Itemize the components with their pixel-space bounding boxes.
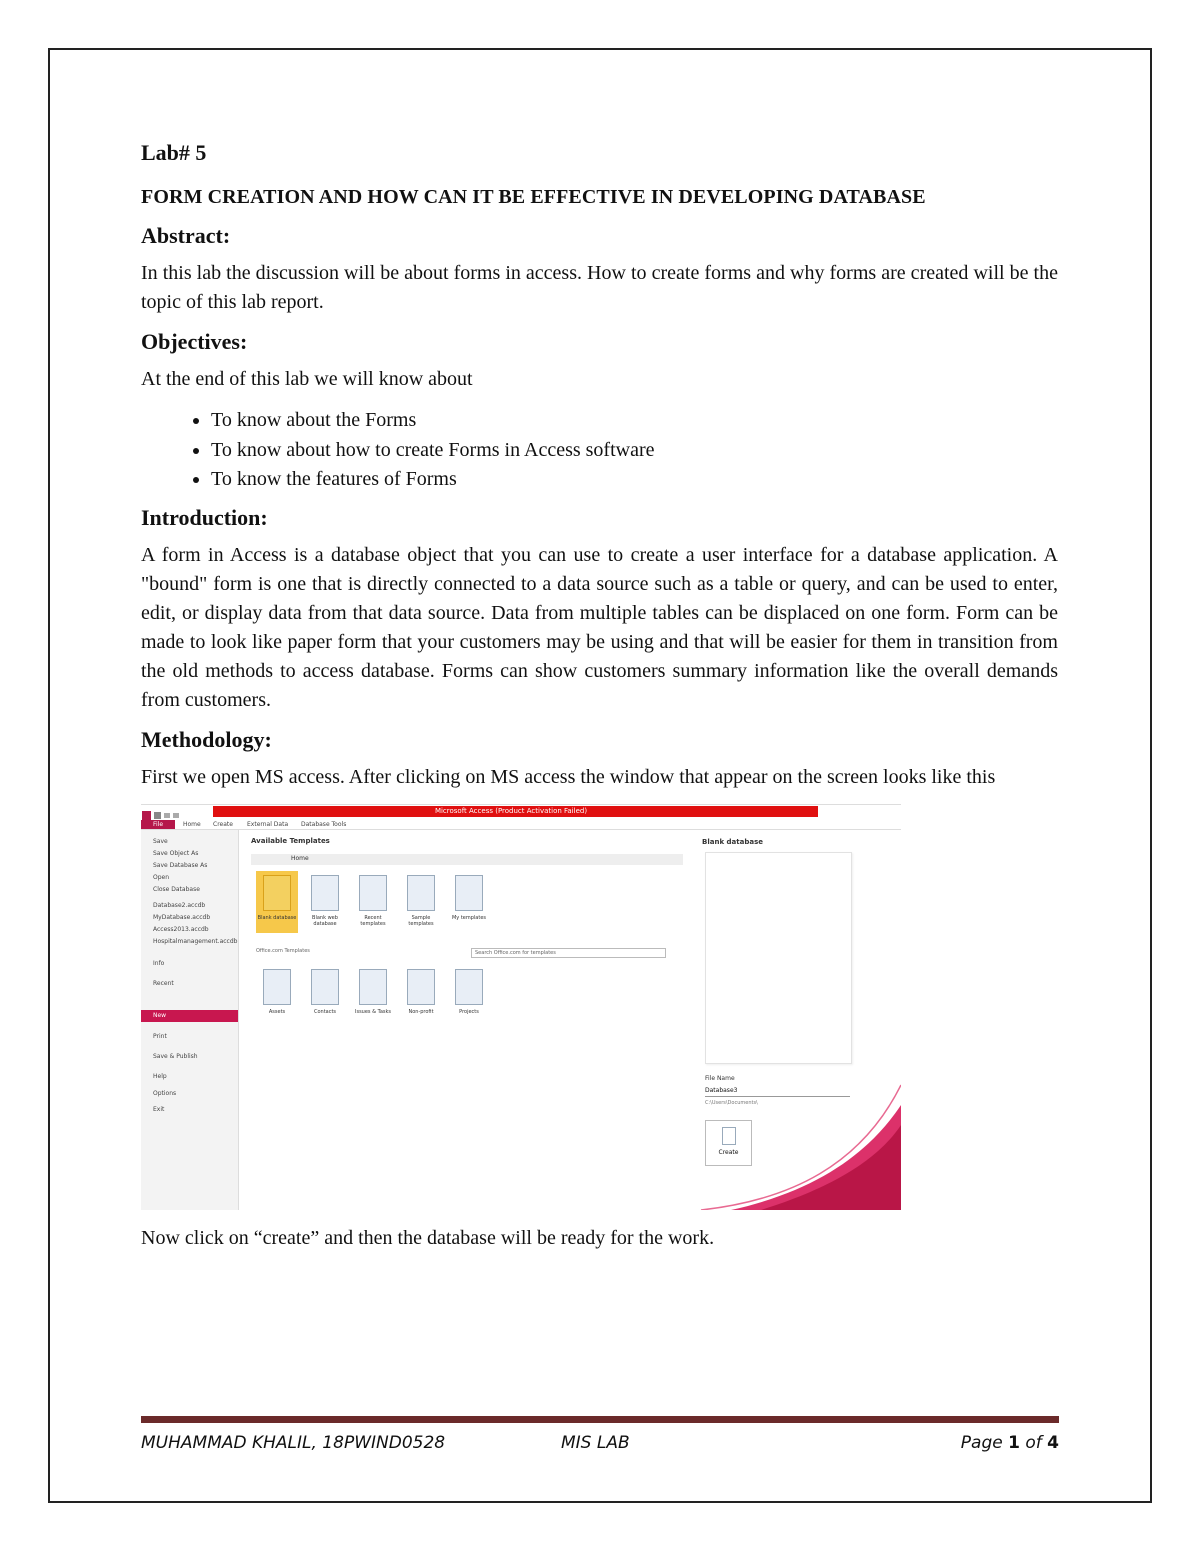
blank-database-panel bbox=[696, 830, 901, 1210]
methodology-after-text: Now click on “create” and then the database will be ready for the work. bbox=[141, 1226, 715, 1249]
page-number: Page 1 of 4 bbox=[960, 1433, 1059, 1453]
introduction-text: A form in Access is a database object that you can use to create a user interface for a database application. A "bound" form is one that is directly connected to a data source such as a table or query, and can be used to enter, edit, or display data from that data source. Data from multiple tables can be displaced on one form. Form can be made to look like paper form that your customers may be using and that will be easier for them in transition from the old methods to access database. Forms can show customers summary information like the overall demands from customers. bbox=[141, 543, 1058, 711]
menu-item[interactable]: Open bbox=[153, 873, 170, 881]
document-title: FORM CREATION AND HOW CAN IT BE EFFECTIVE IN DEVELOPING DATABASE bbox=[141, 186, 926, 208]
document-body bbox=[141, 140, 1058, 1265]
available-templates-heading: Available Templates bbox=[251, 836, 330, 845]
methodology-text: First we open MS access. After clicking on MS access the window that appear on the screen looks like this bbox=[141, 765, 996, 788]
menu-item[interactable]: Print bbox=[153, 1032, 167, 1040]
recent-file[interactable]: Hospitalmanagement.accdb bbox=[153, 937, 238, 945]
access-screenshot bbox=[141, 804, 901, 1210]
list-item: • To know the features of Forms bbox=[211, 465, 1058, 495]
list-item: • To know about how to create Forms in Access software bbox=[211, 436, 1058, 466]
recent-templates-icon bbox=[359, 875, 387, 911]
assets-icon bbox=[263, 969, 291, 1005]
create-button[interactable]: Create bbox=[705, 1120, 752, 1166]
template-tile[interactable]: Projects bbox=[448, 965, 490, 1027]
template-tile[interactable]: Recent templates bbox=[352, 871, 394, 933]
objectives-list bbox=[141, 406, 1058, 495]
recent-file[interactable]: Database2.accdb bbox=[153, 901, 206, 909]
database-preview bbox=[705, 852, 852, 1064]
menu-item[interactable]: Save & Publish bbox=[153, 1052, 198, 1060]
abstract-text: In this lab the discussion will be about forms in access. How to create forms and why forms are created will be the topic of this lab report. bbox=[141, 262, 1058, 313]
recent-file[interactable]: MyDatabase.accdb bbox=[153, 913, 211, 921]
menu-item[interactable]: Help bbox=[153, 1072, 167, 1080]
tab-external-data[interactable]: External Data bbox=[247, 820, 289, 828]
menu-item[interactable]: Close Database bbox=[153, 885, 200, 893]
my-templates-icon bbox=[455, 875, 483, 911]
file-path: C:\Users\Documents\ bbox=[705, 1099, 758, 1106]
template-tile[interactable]: Sample templates bbox=[400, 871, 442, 933]
quick-access-toolbar[interactable] bbox=[141, 806, 211, 817]
tab-file[interactable]: File bbox=[141, 820, 175, 829]
office-templates-bar bbox=[256, 948, 683, 957]
tab-database-tools[interactable]: Database Tools bbox=[301, 820, 347, 828]
nav-home[interactable]: Home bbox=[291, 854, 309, 862]
window-titlebar bbox=[141, 805, 901, 819]
template-tile[interactable]: Issues & Tasks bbox=[352, 965, 394, 1027]
file-name-input[interactable]: Database3 bbox=[705, 1087, 850, 1097]
menu-item[interactable]: Save Object As bbox=[153, 849, 199, 857]
menu-item[interactable]: Exit bbox=[153, 1105, 165, 1113]
tab-home[interactable]: Home bbox=[183, 820, 201, 828]
abstract-heading: Abstract: bbox=[141, 223, 231, 248]
menu-item-new[interactable]: New bbox=[141, 1010, 238, 1022]
blank-database-heading: Blank database bbox=[702, 837, 763, 846]
menu-item[interactable]: Options bbox=[153, 1089, 177, 1097]
projects-icon bbox=[455, 969, 483, 1005]
database-icon bbox=[263, 875, 291, 911]
recent-file[interactable]: Access2013.accdb bbox=[153, 925, 209, 933]
backstage-menu bbox=[141, 830, 239, 1210]
tab-create[interactable]: Create bbox=[213, 820, 233, 828]
introduction-heading: Introduction: bbox=[141, 504, 268, 530]
contacts-icon bbox=[311, 969, 339, 1005]
ribbon-tabs bbox=[141, 820, 901, 830]
template-tile[interactable]: Assets bbox=[256, 965, 298, 1027]
document-icon bbox=[722, 1127, 736, 1145]
template-tile[interactable]: Blank database bbox=[256, 871, 298, 933]
footer-course: MIS LAB bbox=[561, 1433, 630, 1453]
template-tile[interactable]: Blank web database bbox=[304, 871, 346, 933]
menu-item[interactable]: Save Database As bbox=[153, 861, 208, 869]
objectives-intro: At the end of this lab we will know about bbox=[141, 368, 473, 390]
lab-heading: Lab# 5 bbox=[141, 140, 207, 165]
footer-rule bbox=[141, 1416, 1059, 1423]
window-title: Microsoft Access (Product Activation Failed) bbox=[434, 806, 588, 815]
template-tile[interactable]: My templates bbox=[448, 871, 490, 933]
list-item: • To know about the Forms bbox=[211, 406, 1058, 436]
template-tile[interactable]: Contacts bbox=[304, 965, 346, 1027]
template-search-input[interactable]: Search Office.com for templates bbox=[471, 948, 666, 958]
menu-item[interactable]: Recent bbox=[153, 979, 174, 987]
sample-templates-icon bbox=[407, 875, 435, 911]
menu-item[interactable]: Save bbox=[153, 837, 168, 845]
nonprofit-icon bbox=[407, 969, 435, 1005]
issues-icon bbox=[359, 969, 387, 1005]
methodology-heading: Methodology: bbox=[141, 726, 272, 752]
menu-item[interactable]: Info bbox=[153, 959, 165, 967]
objectives-heading: Objectives: bbox=[141, 329, 248, 354]
template-tile[interactable]: Non-profit bbox=[400, 965, 442, 1027]
template-navbar bbox=[251, 854, 683, 865]
office-templates-label: Office.com Templates bbox=[256, 947, 310, 954]
templates-panel bbox=[251, 837, 683, 845]
web-database-icon bbox=[311, 875, 339, 911]
file-name-label: File Name bbox=[705, 1074, 735, 1082]
footer-author: MUHAMMAD KHALIL, 18PWIND0528 bbox=[141, 1433, 446, 1453]
